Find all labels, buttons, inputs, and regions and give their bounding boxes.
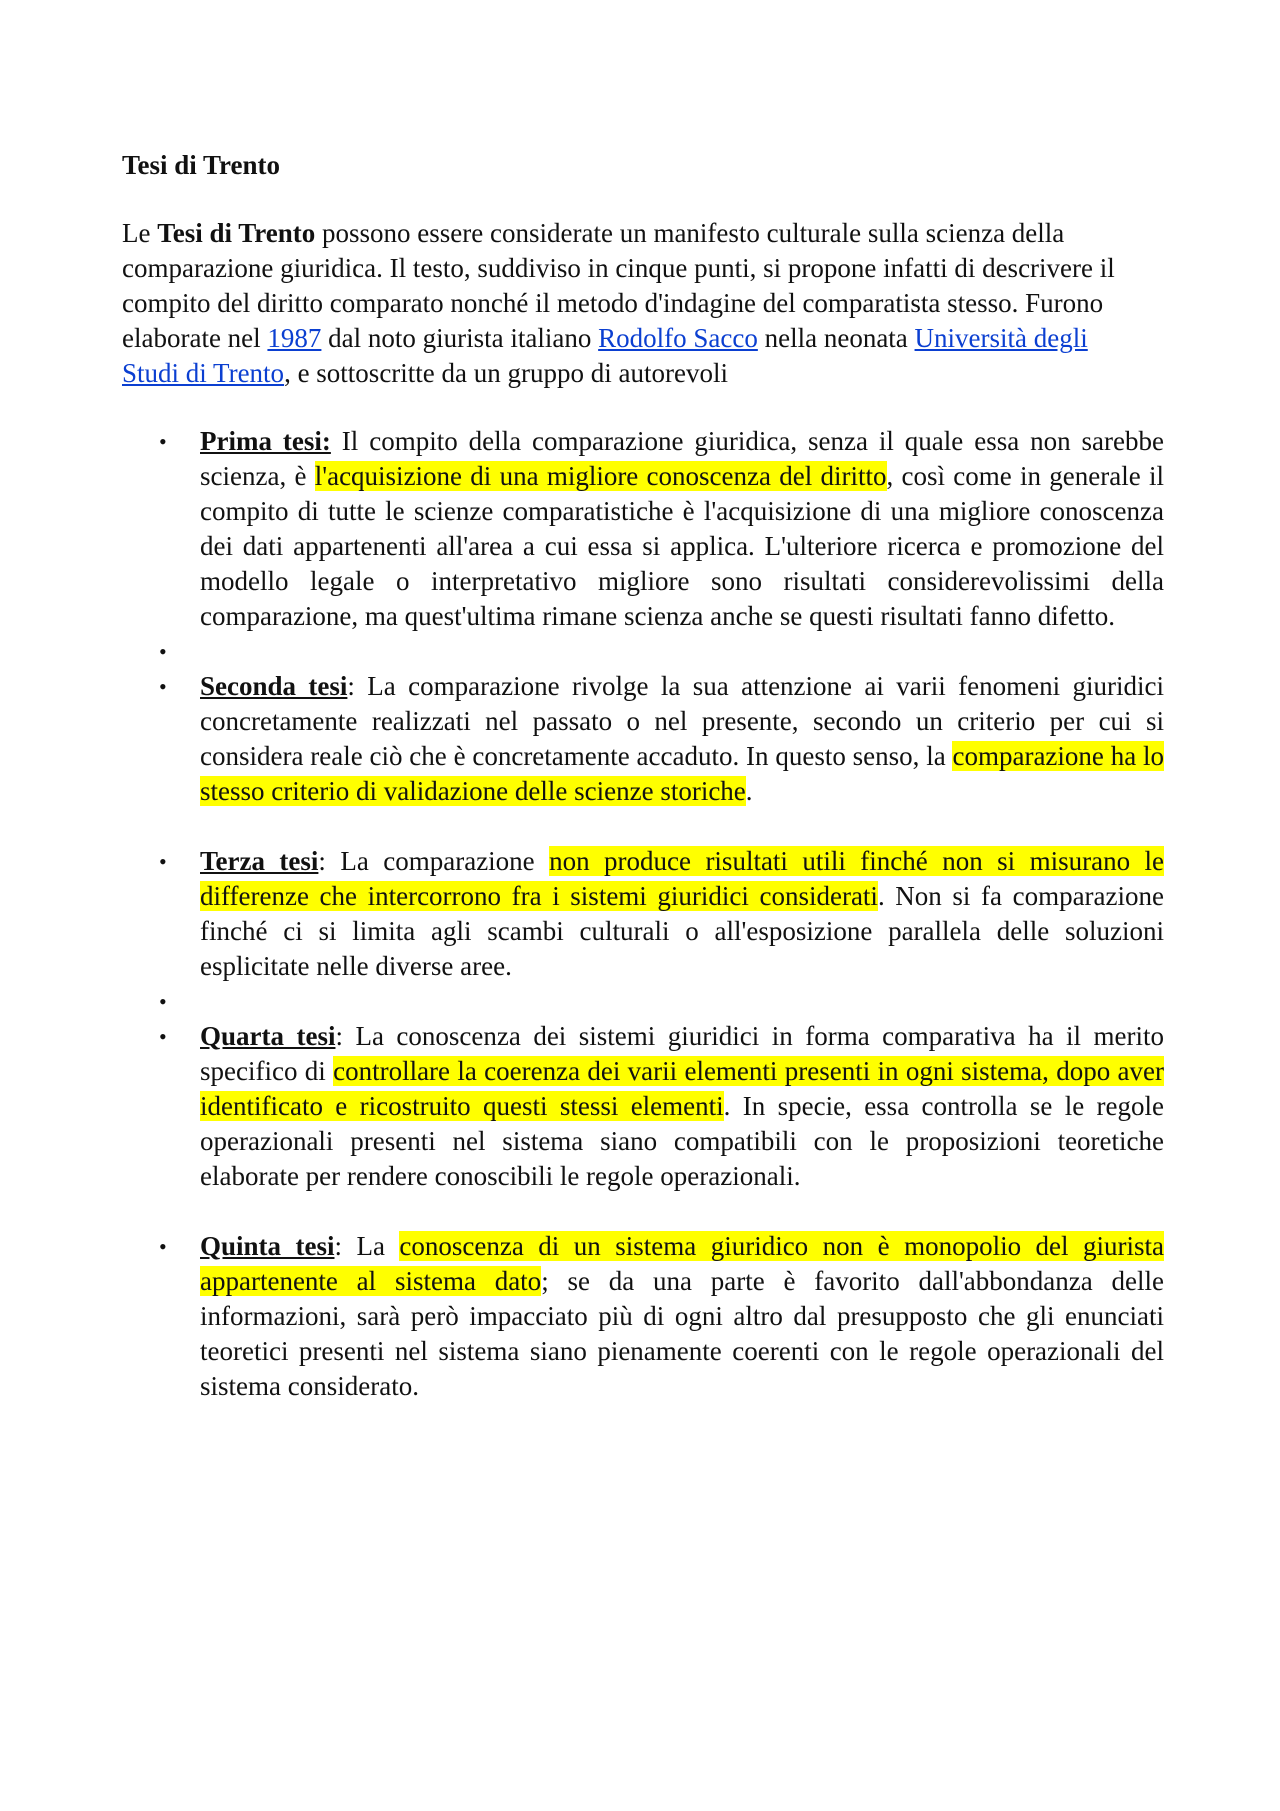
thesis-text: ; se da una parte è favorito dall'abbondanza delle informazioni, sarà però impacciato più di ogni altro dal presupposto che gli enunciati teoretici presenti nel sistema siano pienamente coerenti con le regole operazionali del sistema considerato. [200, 1266, 1164, 1401]
thesis-title: Seconda tesi [200, 671, 348, 701]
list-item-thesis-1 [122, 424, 1164, 634]
thesis-text: Il compito della comparazione giuridica, senza il quale essa non sarebbe scienza, è [200, 426, 1164, 491]
thesis-title: Quinta tesi [200, 1231, 335, 1261]
list-item-thesis-2 [122, 669, 1164, 809]
link-year-1987[interactable]: 1987 [267, 323, 322, 353]
highlighted-text: comparazione ha lo stesso criterio di validazione delle scienze storiche [200, 741, 1164, 806]
thesis-text: . Non si fa comparazione finché ci si limita agli scambi culturali o all'esposizione parallela delle soluzioni esplicitate nelle diverse aree. [200, 881, 1164, 981]
intro-paragraph [122, 216, 1122, 391]
list-item-empty [122, 984, 1164, 1019]
thesis-text: . In specie, essa controlla se le regole operazionali presenti nel sistema siano compatibili con le proposizioni teoretiche elaborate per rendere conoscibili le regole operazionali. [200, 1091, 1165, 1191]
thesis-text: : La comparazione rivolge la sua attenzione ai varii fenomeni giuridici concretamente realizzati nel passato o nel presente, secondo un criterio per cui si considera reale ciò che è concretamente accaduto. In questo senso, la [200, 671, 1164, 771]
document-page [122, 148, 1164, 1404]
intro-text: Le [122, 218, 158, 248]
link-universita-trento[interactable]: Università degli Studi di Trento [122, 323, 1088, 388]
thesis-title: Prima tesi: [200, 426, 331, 456]
thesis-text: : La conoscenza dei sistemi giuridici in forma comparativa ha il merito specifico di [200, 1021, 1164, 1086]
thesis-title: Quarta tesi [200, 1021, 336, 1051]
highlighted-text: conoscenza di un sistema giuridico non è monopolio del giurista appartenente al sistema dato [200, 1231, 1164, 1296]
thesis-title: Terza tesi [200, 846, 319, 876]
intro-bold-term: Tesi di Trento [157, 218, 316, 248]
thesis-text: : La comparazione [318, 846, 550, 876]
thesis-text: , così come in generale il compito di tutte le scienze comparatistiche è l'acquisizione di una migliore conoscenza dei dati appartenenti all'area a cui essa si applica. L'ulteriore ricerca e promozione del modello legale o interpretativo migliore sono risultati considerevolissimi della comparazione, ma quest'ultima rimane scienza anche se questi risultati fanno difetto. [200, 461, 1164, 631]
list-item-empty [122, 634, 1164, 669]
list-item-thesis-4 [122, 1019, 1164, 1194]
list-item-thesis-5 [122, 1229, 1164, 1404]
highlighted-text: controllare la coerenza dei varii elementi presenti in ogni sistema, dopo aver identificato e ricostruito questi stessi elementi [200, 1056, 1164, 1121]
thesis-text: : La [334, 1231, 400, 1261]
intro-text: , e sottoscritte da un gruppo di autorevoli [284, 358, 728, 388]
intro-text: possono essere considerate un manifesto culturale sulla scienza della comparazione giuridica. Il testo, suddiviso in cinque punti, si propone infatti di descrivere il compito del diritto comparato nonché il metodo d'indagine del comparatista stesso. Furono elaborate nel [122, 218, 1115, 353]
link-rodolfo-sacco[interactable]: Rodolfo Sacco [598, 323, 758, 353]
theses-list [122, 424, 1164, 1404]
intro-text: nella neonata [757, 323, 915, 353]
document-title: Tesi di Trento [122, 150, 281, 180]
list-item-thesis-3 [122, 844, 1164, 984]
highlighted-text: non produce risultati utili finché non si misurano le differenze che intercorrono fra i sistemi giuridici considerati [200, 846, 1164, 911]
intro-text: dal noto giurista italiano [321, 323, 599, 353]
thesis-text: . [745, 776, 753, 806]
highlighted-text: l'acquisizione di una migliore conoscenza del diritto [314, 461, 887, 491]
